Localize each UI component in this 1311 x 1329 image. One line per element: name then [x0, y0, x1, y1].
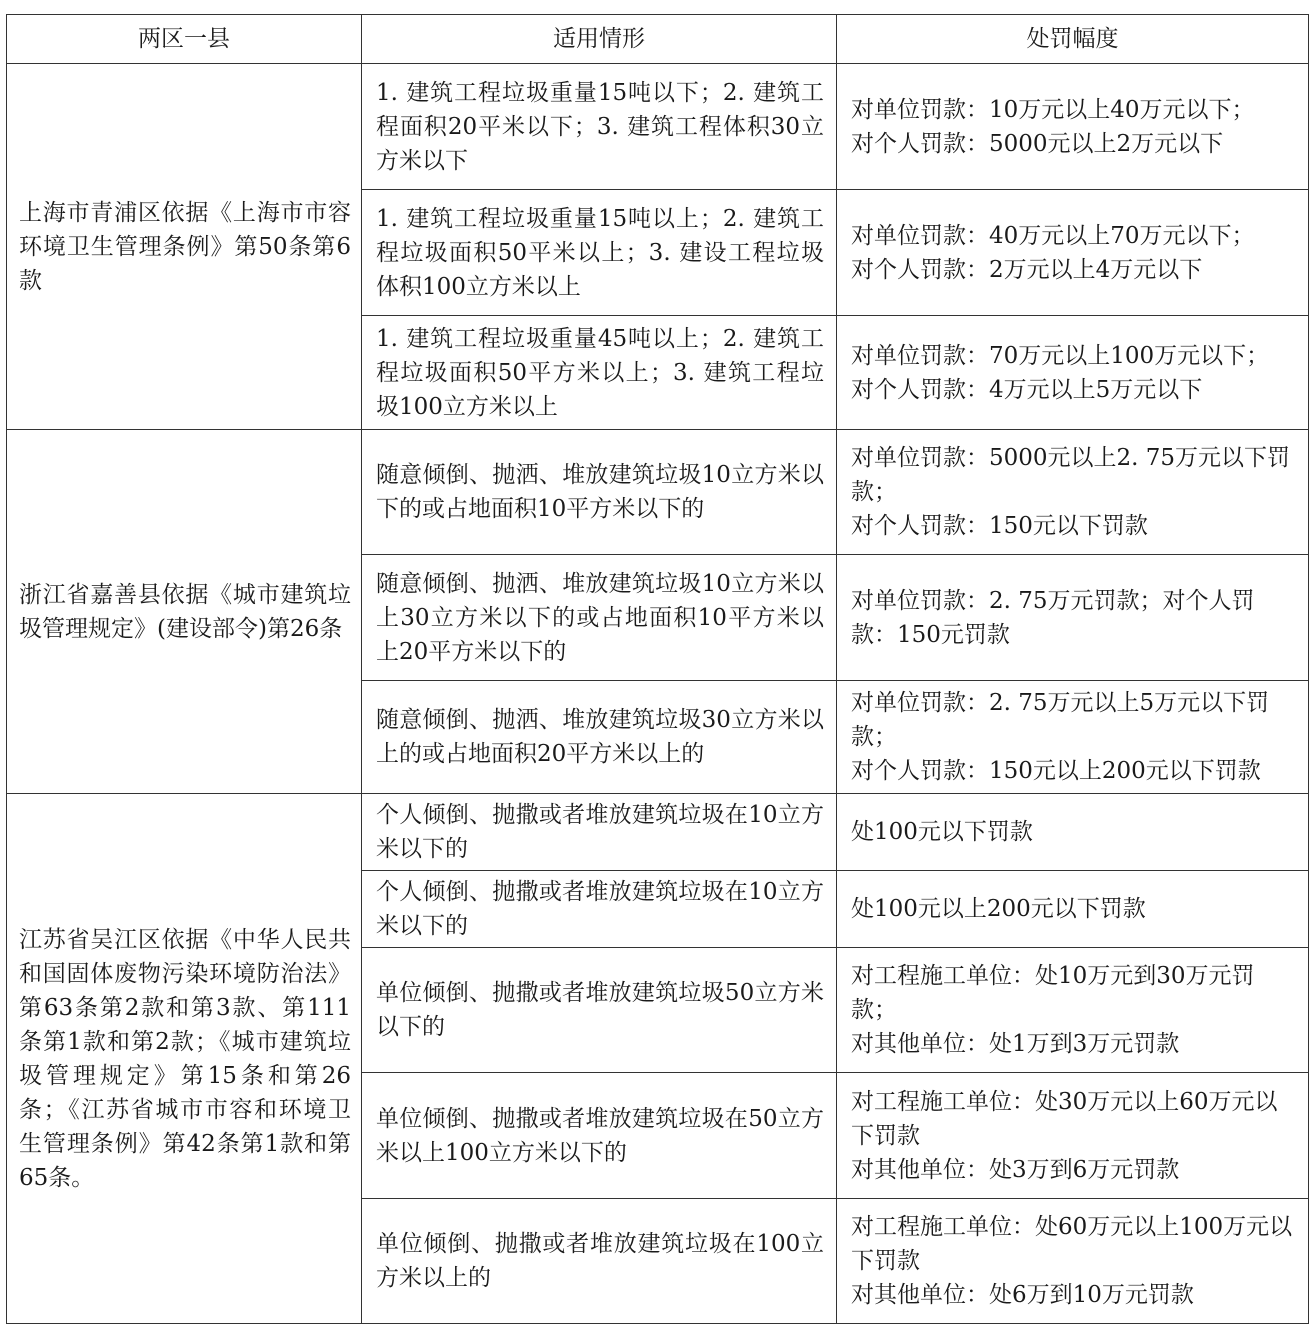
- region-cell-jiangsu: 江苏省吴江区依据《中华人民共和国固体废物污染环境防治法》第63条第2款和第3款、第111条第1款和第2款；《城市建筑垃圾管理规定》第15条和第26条；《江苏省城市市容和环境卫生管理条例》第42条第1款和第65条。: [7, 794, 362, 1324]
- penalty-line: 对个人罚款：150元以上200元以下罚款: [851, 758, 1261, 784]
- header-penalty: 处罚幅度: [837, 15, 1309, 64]
- penalty-line: 对其他单位：处6万到10万元罚款: [851, 1282, 1194, 1308]
- condition-cell: 个人倾倒、抛撒或者堆放建筑垃圾在10立方米以下的: [362, 794, 837, 871]
- penalty-line: 对个人罚款：4万元以上5万元以下: [851, 376, 1203, 403]
- penalty-line: 对单位罚款：2. 75万元罚款；对个人罚款：150元罚款: [851, 587, 1255, 648]
- penalty-cell: [837, 681, 1309, 794]
- penalty-line: 对个人罚款：150元以下罚款: [851, 513, 1148, 539]
- condition-cell: 单位倾倒、抛撒或者堆放建筑垃圾50立方米以下的: [362, 948, 837, 1073]
- condition-cell: 个人倾倒、抛撒或者堆放建筑垃圾在10立方米以下的: [362, 871, 837, 948]
- penalty-line: 处100元以下罚款: [851, 819, 1033, 845]
- region-cell-shanghai: 上海市青浦区依据《上海市市容环境卫生管理条例》第50条第6款: [7, 64, 362, 430]
- penalty-cell: [837, 1199, 1309, 1324]
- penalty-line: 对个人罚款：5000元以上2万元以下: [851, 130, 1224, 157]
- condition-cell: 单位倾倒、抛撒或者堆放建筑垃圾在50立方米以上100立方米以下的: [362, 1073, 837, 1199]
- penalty-line: 对单位罚款：40万元以上70万元以下；: [851, 222, 1255, 249]
- table-row: [7, 64, 1309, 190]
- penalty-line: 对其他单位：处1万到3万元罚款: [851, 1031, 1180, 1057]
- penalty-cell: [837, 1073, 1309, 1199]
- condition-cell: 1. 建筑工程垃圾重量15吨以上；2. 建筑工程垃圾面积50平米以上；3. 建设工程垃圾体积100立方米以上: [362, 190, 837, 316]
- penalty-line: 处100元以上200元以下罚款: [851, 896, 1146, 922]
- region-cell-zhejiang: 浙江省嘉善县依据《城市建筑垃圾管理规定》(建设部令)第26条: [7, 430, 362, 794]
- penalty-line: 对单位罚款：10万元以上40万元以下；: [851, 96, 1255, 123]
- penalty-line: 对工程施工单位：处30万元以上60万元以下罚款: [851, 1088, 1278, 1149]
- header-condition: 适用情形: [362, 15, 837, 64]
- table-header-row: [7, 15, 1309, 64]
- penalty-line: 对单位罚款：70万元以上100万元以下；: [851, 342, 1270, 369]
- penalty-line: 对其他单位：处3万到6万元罚款: [851, 1156, 1180, 1183]
- penalty-line: 对个人罚款：2万元以上4万元以下: [851, 256, 1203, 283]
- condition-cell: 1. 建筑工程垃圾重量15吨以下；2. 建筑工程面积20平米以下；3. 建筑工程体积30立方米以下: [362, 64, 837, 190]
- penalty-cell: [837, 430, 1309, 555]
- penalty-line: 对单位罚款：2. 75万元以上5万元以下罚款；: [851, 690, 1270, 750]
- condition-cell: 1. 建筑工程垃圾重量45吨以上；2. 建筑工程垃圾面积50平方米以上；3. 建筑工程垃圾100立方米以上: [362, 316, 837, 430]
- penalty-cell: [837, 190, 1309, 316]
- penalty-cell: [837, 948, 1309, 1073]
- penalty-cell: [837, 794, 1309, 871]
- penalty-cell: [837, 555, 1309, 681]
- condition-cell: 随意倾倒、抛洒、堆放建筑垃圾30立方米以上的或占地面积20平方米以上的: [362, 681, 837, 794]
- penalty-line: 对工程施工单位：处10万元到30万元罚款；: [851, 963, 1255, 1023]
- table-row: [7, 794, 1309, 871]
- penalty-line: 对单位罚款：5000元以上2. 75万元以下罚款；: [851, 445, 1291, 505]
- condition-cell: 随意倾倒、抛洒、堆放建筑垃圾10立方米以上30立方米以下的或占地面积10平方米以上20平方米以下的: [362, 555, 837, 681]
- condition-cell: 随意倾倒、抛洒、堆放建筑垃圾10立方米以下的或占地面积10平方米以下的: [362, 430, 837, 555]
- condition-cell: 单位倾倒、抛撒或者堆放建筑垃圾在100立方米以上的: [362, 1199, 837, 1324]
- penalty-cell: [837, 871, 1309, 948]
- penalty-comparison-table: [6, 14, 1309, 1324]
- penalty-cell: [837, 64, 1309, 190]
- header-region: 两区一县: [7, 15, 362, 64]
- penalty-line: 对工程施工单位：处60万元以上100万元以下罚款: [851, 1214, 1293, 1274]
- table-row: [7, 430, 1309, 555]
- penalty-cell: [837, 316, 1309, 430]
